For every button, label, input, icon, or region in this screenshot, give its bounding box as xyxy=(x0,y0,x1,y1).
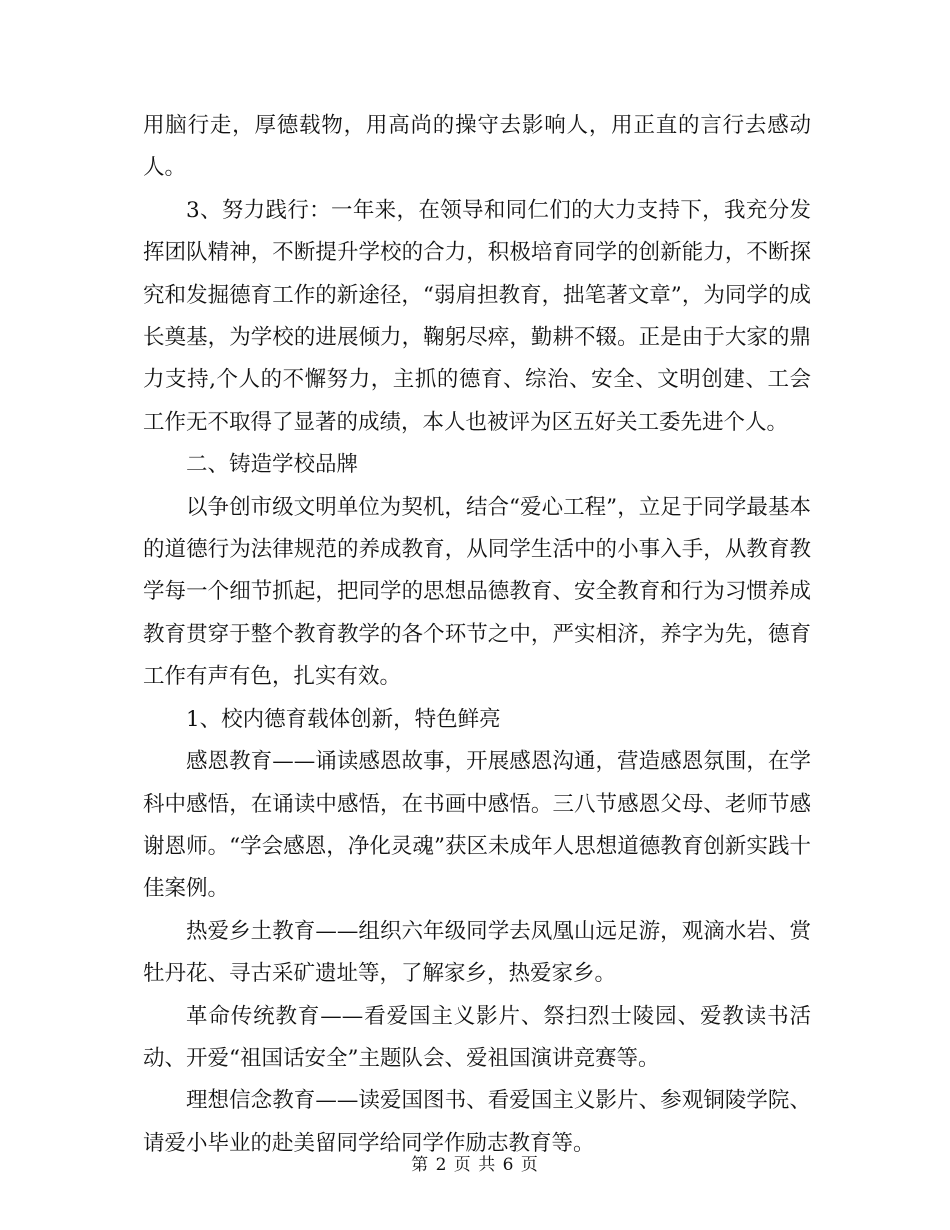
paragraph-revolution-education: 革命传统教育——看爱国主义影片、祭扫烈士陵园、爱教读书活动、开爱“祖国话安全”主题队会、爱祖国演讲竞赛等。 xyxy=(143,1003,811,1071)
paragraph-continuation: 用脑行走，厚德载物，用高尚的操守去影响人，用正直的言行去感动人。 xyxy=(143,113,811,181)
paragraph-brand-intro: 以争创市级文明单位为契机，结合“爱心工程”，立足于同学最基本的道德行为法律规范的养成教育，从同学生活中的小事入手，从教育教学每一个细节抓起，把同学的思想品德教育、安全教育和行为习惯养成教育贯穿于整个教育教学的各个环节之中，严实相济，养字为先，德育工作有声有色，扎实有效。 xyxy=(143,494,811,690)
subheading-innovation: 1、校内德育载体创新，特色鲜亮 xyxy=(186,706,501,732)
paragraph-ideal-education: 理想信念教育——读爱国图书、看爱国主义影片、参观铜陵学院、请爱小毕业的赴美留同学给同学作励志教育等。 xyxy=(143,1088,811,1156)
document-body xyxy=(143,105,811,1165)
paragraph-practice: 3、努力践行：一年来，在领导和同仁们的大力支持下，我充分发挥团队精神，不断提升学校的合力，积极培育同学的创新能力，不断探究和发掘德育工作的新途径，“弱肩担教育，拙笔著文章”，为同学的成长奠基，为学校的进展倾力，鞠躬尽瘁，勤耕不辍。正是由于大家的鼎力支持,个人的不懈努力，主抓的德育、综治、安全、文明创建、工会工作无不取得了显著的成绩，本人也被评为区五好关工委先进个人。 xyxy=(143,197,811,435)
section-heading-brand: 二、铸造学校品牌 xyxy=(186,452,359,478)
paragraph-hometown-education: 热爱乡土教育——组织六年级同学去凤凰山远足游，观滴水岩、赏牡丹花、寻古采矿遗址等，了解家乡，热爱家乡。 xyxy=(143,918,811,987)
page-footer: 第 2 页 共 6 页 xyxy=(411,1155,539,1175)
paragraph-gratitude-education: 感恩教育——诵读感恩故事，开展感恩沟通，营造感恩氛围，在学科中感悟，在诵读中感悟，在书画中感悟。三八节感恩父母、老师节感谢恩师。“学会感恩，净化灵魂”获区未成年人思想道德教育创新实践十佳案例。 xyxy=(143,749,811,902)
